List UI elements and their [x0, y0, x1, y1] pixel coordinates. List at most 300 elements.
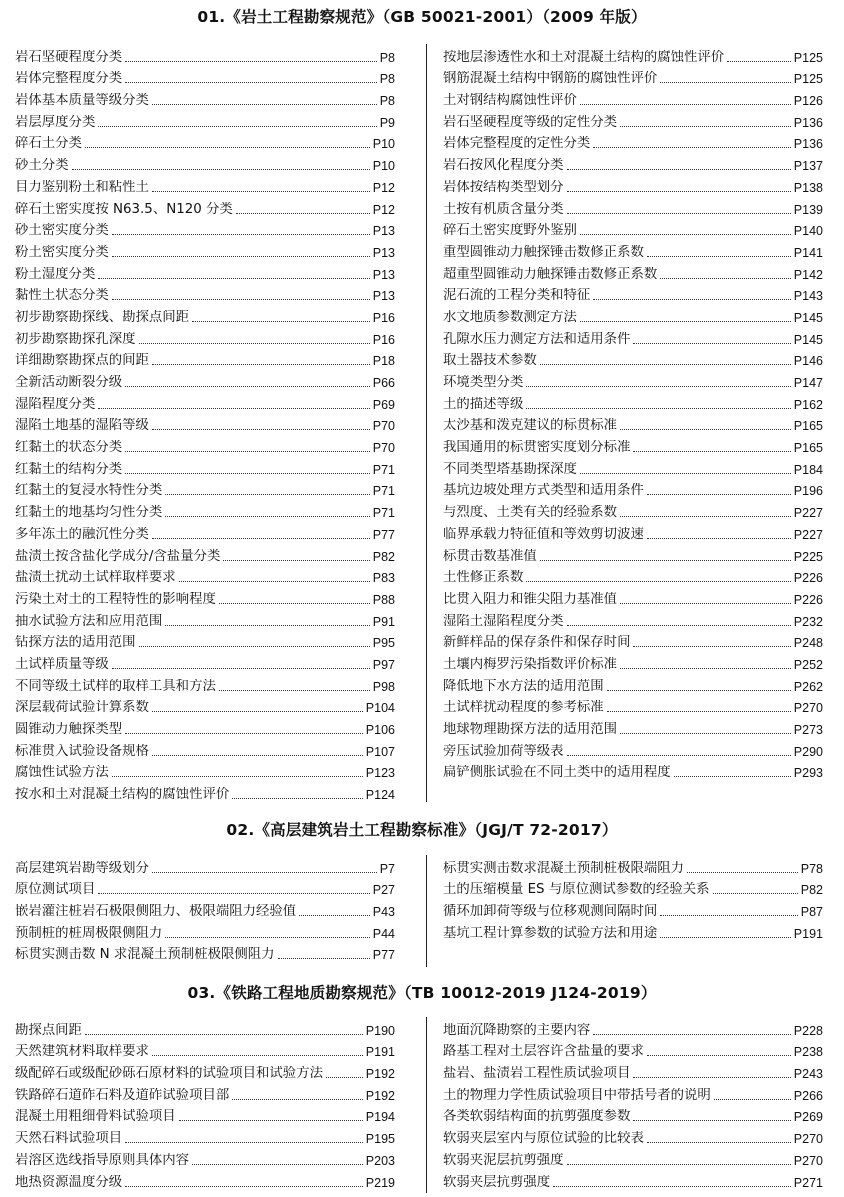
dot-leader	[660, 915, 798, 916]
toc-entry[interactable]	[15, 695, 395, 717]
toc-entry[interactable]	[15, 1169, 395, 1191]
toc-entry-title: 土试样扰动程度的参考标准	[443, 700, 604, 716]
dot-leader	[647, 1142, 791, 1143]
dot-leader	[152, 191, 370, 192]
toc-entry-page: P195	[365, 1132, 395, 1147]
toc-entry-page: P124	[365, 788, 395, 803]
dot-leader	[152, 872, 377, 873]
dot-leader	[125, 386, 370, 387]
toc-entry[interactable]	[15, 218, 395, 240]
dot-leader	[125, 733, 363, 734]
dot-leader	[713, 893, 798, 894]
toc-entry[interactable]	[443, 608, 823, 630]
toc-entry[interactable]	[15, 877, 395, 899]
toc-entry-page: P78	[800, 861, 823, 876]
toc-entry-title: 土按有机质含量分类	[443, 201, 564, 217]
dot-leader	[593, 147, 791, 148]
toc-entry-title: 红黏土的地基均匀性分类	[15, 505, 163, 521]
toc-entry-page: P136	[793, 137, 823, 152]
toc-entry[interactable]	[443, 1017, 823, 1039]
toc-entry-title: 路基工程对土层容许含盐量的要求	[443, 1044, 644, 1060]
toc-entry-title: 岩体完整程度的定性分类	[443, 136, 591, 152]
toc-entry-page: P8	[379, 94, 395, 109]
dot-leader	[219, 603, 370, 604]
toc-entry[interactable]	[443, 1125, 823, 1147]
column-divider	[426, 1017, 427, 1193]
toc-entry-page: P145	[793, 332, 823, 347]
toc-entry[interactable]	[15, 326, 395, 348]
dot-leader	[660, 937, 791, 938]
toc-entry[interactable]	[15, 478, 395, 500]
toc-entry-title: 降低地下水方法的适用范围	[443, 678, 604, 694]
toc-entry-page: P12	[372, 202, 395, 217]
dot-leader	[179, 1120, 363, 1121]
toc-entry-page: P106	[365, 723, 395, 737]
toc-entry[interactable]	[443, 174, 823, 196]
toc-entry-title: 钢筋混凝土结构中钢筋的腐蚀性评价	[443, 71, 658, 87]
section-title-02: 02.《高层建筑岩土工程勘察标准》（JGJ/T 72-2017）	[226, 821, 618, 839]
dot-leader	[232, 1099, 363, 1100]
dot-leader	[165, 625, 369, 626]
toc-entry-title: 新鲜样品的保存条件和保存时间	[443, 635, 631, 651]
toc-entry[interactable]	[15, 898, 395, 920]
toc-entry-page: P69	[372, 397, 395, 412]
toc-entry-title: 标贯实测击数求混凝土预制桩极限端阻力	[443, 860, 685, 876]
toc-entry[interactable]	[15, 1039, 395, 1061]
toc-entry-title: 初步勘察勘探孔深度	[15, 331, 136, 347]
toc-entry-title: 土壤内梅罗污染指数评价标准	[443, 656, 618, 672]
toc-entry-page: P238	[793, 1045, 823, 1060]
toc-entry[interactable]	[15, 261, 395, 283]
dot-leader	[607, 711, 791, 712]
dot-leader	[152, 1055, 363, 1056]
toc-entry[interactable]	[15, 1060, 395, 1082]
toc-entry[interactable]	[15, 608, 395, 630]
section-03-left-column	[15, 1017, 395, 1191]
toc-entry-page: P162	[793, 397, 823, 412]
toc-entry-page: P184	[793, 462, 823, 477]
toc-entry[interactable]	[443, 196, 823, 218]
toc-entry-page: P273	[793, 723, 823, 737]
toc-entry[interactable]	[15, 283, 395, 305]
toc-entry[interactable]	[443, 131, 823, 153]
toc-entry[interactable]	[15, 66, 395, 88]
toc-entry[interactable]	[15, 391, 395, 413]
dot-leader	[192, 1164, 363, 1165]
toc-entry[interactable]	[443, 304, 823, 326]
toc-entry[interactable]	[443, 738, 823, 760]
toc-entry-title: 红黏土的状态分类	[15, 440, 123, 456]
toc-entry-page: P248	[793, 636, 823, 651]
toc-entry-page: P126	[793, 94, 823, 109]
toc-entry-title: 与烈度、土类有关的经验系数	[443, 505, 618, 521]
dot-leader	[526, 408, 790, 409]
toc-entry[interactable]	[15, 413, 395, 435]
toc-entry-page: P137	[793, 159, 823, 174]
toc-entry-page: P97	[372, 657, 395, 672]
toc-entry-page: P7	[379, 861, 395, 876]
toc-entry-page: P228	[793, 1023, 823, 1038]
toc-entry-title: 盐渍土扰动土试样取样要求	[15, 570, 176, 586]
toc-entry-page: P270	[793, 701, 823, 716]
dot-leader	[299, 915, 370, 916]
toc-entry-title: 粉土密实度分类	[15, 244, 109, 260]
toc-entry[interactable]	[443, 673, 823, 695]
dot-leader	[125, 82, 377, 83]
toc-entry-page: P9	[379, 115, 395, 130]
dot-leader	[165, 937, 369, 938]
toc-entry-title: 不同类型塔基勘探深度	[443, 461, 577, 477]
toc-entry[interactable]	[15, 1147, 395, 1169]
dot-leader	[567, 625, 791, 626]
toc-entry-title: 不同等级土试样的取样工具和方法	[15, 678, 216, 694]
toc-entry-page: P71	[372, 484, 395, 499]
toc-entry[interactable]	[443, 239, 823, 261]
section-title-03: 03.《铁路工程地质勘察规范》（TB 10012-2019 J124-2019）	[187, 984, 657, 1002]
toc-entry-page: P191	[365, 1045, 395, 1060]
toc-entry-page: P91	[372, 614, 395, 629]
toc-entry[interactable]	[15, 456, 395, 478]
toc-entry-page: P82	[800, 883, 823, 898]
toc-entry[interactable]	[15, 348, 395, 370]
dot-leader	[633, 1120, 790, 1121]
toc-entry-title: 铁路碎石道砟石料及道砟试验项目部	[15, 1087, 230, 1103]
toc-entry[interactable]	[15, 630, 395, 652]
toc-entry-title: 岩体完整程度分类	[15, 71, 123, 87]
dot-leader	[633, 451, 790, 452]
toc-entry-title: 原位测试项目	[15, 882, 96, 898]
toc-entry-title: 水文地质参数测定方法	[443, 309, 577, 325]
toc-entry-title: 砂土密实度分类	[15, 223, 109, 239]
toc-entry[interactable]	[15, 1125, 395, 1147]
dot-leader	[580, 473, 791, 474]
toc-entry-title: 粉土湿度分类	[15, 266, 96, 282]
column-divider	[426, 44, 427, 802]
toc-entry-title: 腐蚀性试验方法	[15, 765, 109, 781]
toc-entry[interactable]	[443, 521, 823, 543]
dot-leader	[192, 321, 370, 322]
toc-entry[interactable]	[443, 898, 823, 920]
toc-entry-title: 土的压缩模量 ES 与原位测试参数的经验关系	[443, 882, 710, 898]
section-title-01: 01.《岩土工程勘察规范》（GB 50021-2001）（2009 年版）	[197, 8, 647, 26]
toc-entry-title: 勘探点间距	[15, 1022, 82, 1038]
toc-entry-page: P18	[372, 354, 395, 369]
toc-entry-page: P95	[372, 636, 395, 651]
toc-entry-title: 深层载荷试验计算系数	[15, 700, 149, 716]
toc-entry[interactable]	[443, 920, 823, 942]
toc-entry-title: 岩溶区选线指导原则具体内容	[15, 1152, 190, 1168]
toc-entry[interactable]	[443, 261, 823, 283]
toc-entry[interactable]	[15, 109, 395, 131]
dot-leader	[567, 755, 791, 756]
toc-entry[interactable]	[443, 391, 823, 413]
toc-entry-page: P13	[372, 224, 395, 239]
toc-entry[interactable]	[15, 855, 395, 877]
toc-entry-page: P10	[372, 159, 395, 174]
dot-leader	[98, 278, 369, 279]
toc-entry[interactable]	[443, 630, 823, 652]
dot-leader	[112, 256, 370, 257]
dot-leader	[85, 1034, 363, 1035]
toc-entry-title: 污染土对土的工程特性的影响程度	[15, 591, 216, 607]
dot-leader	[714, 1099, 791, 1100]
toc-entry[interactable]	[443, 434, 823, 456]
toc-entry[interactable]	[443, 87, 823, 109]
toc-entry-page: P270	[793, 1132, 823, 1147]
toc-entry-page: P71	[372, 462, 395, 477]
dot-leader	[567, 1164, 791, 1165]
toc-entry[interactable]	[443, 413, 823, 435]
toc-entry[interactable]	[15, 1104, 395, 1126]
dot-leader	[593, 1034, 791, 1035]
toc-entry-title: 详细勘察勘探点的间距	[15, 353, 149, 369]
dot-leader	[223, 560, 369, 561]
toc-entry-title: 超重型圆锥动力触探锤击数修正系数	[443, 266, 658, 282]
toc-entry[interactable]	[443, 1169, 823, 1191]
toc-entry-title: 基坑边坡处理方式类型和适用条件	[443, 483, 644, 499]
toc-entry-title: 全新活动断裂分级	[15, 375, 123, 390]
dot-leader	[647, 494, 791, 495]
toc-entry[interactable]	[443, 218, 823, 240]
toc-entry-title: 岩体基本质量等级分类	[15, 93, 149, 109]
toc-entry[interactable]	[15, 304, 395, 326]
dot-leader	[152, 429, 370, 430]
toc-entry-title: 土试样质量等级	[15, 656, 109, 672]
toc-entry[interactable]	[443, 478, 823, 500]
toc-entry[interactable]	[15, 760, 395, 782]
dot-leader	[152, 538, 370, 539]
toc-entry-page: P227	[793, 506, 823, 521]
toc-entry-page: P77	[372, 527, 395, 542]
toc-entry-title: 红黏土的结构分类	[15, 461, 123, 477]
toc-entry[interactable]	[443, 109, 823, 131]
toc-entry-page: P146	[793, 354, 823, 369]
toc-entry-page: P270	[793, 1153, 823, 1168]
toc-entry[interactable]	[443, 695, 823, 717]
toc-entry-page: P44	[372, 926, 395, 941]
toc-entry-title: 湿陷土地基的湿陷等级	[15, 418, 149, 434]
toc-entry[interactable]	[443, 1039, 823, 1061]
toc-entry-title: 抽水试验方法和应用范围	[15, 613, 163, 629]
dot-leader	[607, 690, 791, 691]
toc-entry-title: 砂土分类	[15, 158, 69, 174]
toc-entry-title: 岩石坚硬程度分类	[15, 49, 123, 65]
toc-entry-page: P194	[365, 1110, 395, 1125]
toc-entry[interactable]	[443, 760, 823, 782]
toc-entry[interactable]	[443, 283, 823, 305]
toc-entry-title: 软弱夹层抗剪强度	[443, 1174, 551, 1190]
toc-entry-page: P66	[372, 376, 395, 390]
toc-entry-title: 环境类型分类	[443, 375, 524, 390]
toc-entry[interactable]	[443, 44, 823, 66]
toc-entry[interactable]	[15, 239, 395, 261]
toc-entry-page: P271	[793, 1175, 823, 1190]
toc-entry-page: P10	[372, 137, 395, 152]
toc-entry-title: 混凝土用粗细骨料试验项目	[15, 1109, 176, 1125]
dot-leader	[85, 147, 370, 148]
toc-entry[interactable]	[443, 877, 823, 899]
toc-entry-page: P252	[793, 657, 823, 672]
dot-leader	[633, 343, 790, 344]
toc-entry-page: P266	[793, 1088, 823, 1103]
toc-entry-title: 碎石土密实度按 N63.5、N120 分类	[15, 201, 233, 217]
dot-leader	[152, 711, 363, 712]
dot-leader	[567, 213, 791, 214]
toc-entry[interactable]	[443, 326, 823, 348]
toc-entry-title: 碎石土密实度野外鉴别	[443, 223, 577, 239]
toc-entry-title: 旁压试验加荷等级表	[443, 743, 564, 759]
toc-entry[interactable]	[15, 1082, 395, 1104]
toc-entry[interactable]	[15, 920, 395, 942]
toc-entry-title: 标准贯入试验设备规格	[15, 743, 149, 759]
toc-entry-page: P219	[365, 1175, 395, 1190]
toc-entry[interactable]	[443, 855, 823, 877]
toc-entry[interactable]	[15, 369, 395, 391]
dot-leader	[647, 1055, 791, 1056]
toc-entry-title: 泥石流的工程分类和特征	[443, 288, 591, 304]
toc-entry-page: P139	[793, 202, 823, 217]
toc-entry[interactable]	[443, 716, 823, 738]
toc-entry-title: 黏性土状态分类	[15, 288, 109, 304]
dot-leader	[98, 893, 369, 894]
dot-leader	[633, 1077, 790, 1078]
dot-leader	[553, 1186, 791, 1187]
toc-entry-page: P136	[793, 115, 823, 130]
toc-entry[interactable]	[15, 673, 395, 695]
toc-entry[interactable]	[443, 456, 823, 478]
toc-entry-title: 我国通用的标贯密实度划分标准	[443, 440, 631, 456]
toc-entry[interactable]	[443, 152, 823, 174]
toc-entry-title: 盐渍土按含盐化学成分/含盐量分类	[15, 548, 221, 564]
toc-entry[interactable]	[443, 1147, 823, 1169]
toc-entry-page: P13	[372, 245, 395, 260]
toc-entry-title: 湿陷程度分类	[15, 396, 96, 412]
section-02-left-column	[15, 855, 395, 963]
toc-entry-title: 土对钢结构腐蚀性评价	[443, 93, 577, 109]
toc-entry[interactable]	[15, 87, 395, 109]
toc-entry-title: 软弱夹泥层抗剪强度	[443, 1152, 564, 1168]
dot-leader	[580, 234, 791, 235]
toc-entry-page: P82	[372, 549, 395, 564]
toc-entry[interactable]	[15, 651, 395, 673]
toc-entry-title: 湿陷土湿陷程度分类	[443, 613, 564, 629]
toc-entry-page: P123	[365, 766, 395, 781]
toc-entry[interactable]	[15, 131, 395, 153]
toc-entry[interactable]	[443, 348, 823, 370]
column-divider	[426, 855, 427, 967]
toc-entry[interactable]	[15, 434, 395, 456]
toc-entry-page: P70	[372, 441, 395, 456]
toc-entry-page: P8	[379, 50, 395, 65]
dot-leader	[660, 278, 791, 279]
dot-leader	[236, 213, 370, 214]
toc-entry-title: 按水和土对混凝土结构的腐蚀性评价	[15, 787, 230, 803]
dot-leader	[165, 516, 369, 517]
toc-entry-page: P125	[793, 72, 823, 87]
toc-entry[interactable]	[15, 152, 395, 174]
toc-entry-page: P13	[372, 267, 395, 282]
toc-entry[interactable]	[15, 543, 395, 565]
toc-entry[interactable]	[443, 499, 823, 521]
toc-entry[interactable]	[15, 521, 395, 543]
toc-entry[interactable]	[15, 781, 395, 803]
toc-entry-title: 天然建筑材料取样要求	[15, 1044, 149, 1060]
toc-entry[interactable]	[15, 586, 395, 608]
dot-leader	[567, 169, 791, 170]
toc-entry[interactable]	[15, 738, 395, 760]
dot-leader	[687, 872, 798, 873]
dot-leader	[152, 755, 363, 756]
dot-leader	[593, 299, 791, 300]
toc-entry-page: P125	[793, 50, 823, 65]
toc-entry[interactable]	[15, 499, 395, 521]
dot-leader	[620, 429, 791, 430]
toc-entry-title: 岩石按风化程度分类	[443, 158, 564, 174]
toc-entry-page: P290	[793, 744, 823, 759]
toc-entry-page: P225	[793, 549, 823, 564]
dot-leader	[125, 1142, 363, 1143]
toc-entry[interactable]	[15, 565, 395, 587]
toc-entry-page: P138	[793, 180, 823, 195]
toc-entry-title: 地面沉降勘察的主要内容	[443, 1022, 591, 1038]
dot-leader	[567, 191, 791, 192]
toc-entry[interactable]	[15, 942, 395, 964]
toc-entry[interactable]	[443, 1060, 823, 1082]
toc-entry[interactable]	[443, 369, 823, 391]
toc-entry[interactable]	[443, 565, 823, 587]
toc-entry-title: 土的物理力学性质试验项目中带括号者的说明	[443, 1087, 711, 1103]
toc-entry-page: P203	[365, 1153, 395, 1168]
dot-leader	[98, 126, 376, 127]
toc-entry-page: P13	[372, 289, 395, 304]
dot-leader	[620, 126, 791, 127]
toc-entry[interactable]	[15, 44, 395, 66]
toc-entry-page: P293	[793, 766, 823, 781]
toc-entry[interactable]	[15, 196, 395, 218]
toc-entry-page: P243	[793, 1067, 823, 1082]
toc-entry-page: P262	[793, 679, 823, 694]
toc-entry[interactable]	[15, 716, 395, 738]
toc-entry-page: P226	[793, 592, 823, 607]
dot-leader	[326, 1077, 363, 1078]
toc-entry[interactable]	[443, 543, 823, 565]
dot-leader	[620, 733, 791, 734]
toc-entry-title: 孔隙水压力测定方法和适用条件	[443, 331, 631, 347]
toc-entry[interactable]	[443, 66, 823, 88]
toc-entry[interactable]	[443, 586, 823, 608]
toc-entry-page: P227	[793, 527, 823, 542]
dot-leader	[112, 299, 370, 300]
toc-entry[interactable]	[15, 1017, 395, 1039]
section-01-left-column	[15, 44, 395, 803]
toc-entry[interactable]	[443, 1082, 823, 1104]
dot-leader	[540, 364, 791, 365]
toc-entry-page: P87	[800, 905, 823, 920]
dot-leader	[727, 61, 791, 62]
toc-entry[interactable]	[443, 1104, 823, 1126]
toc-entry[interactable]	[15, 174, 395, 196]
toc-entry-title: 重型圆锥动力触探锤击数修正系数	[443, 244, 644, 260]
toc-entry-title: 基坑工程计算参数的试验方法和用途	[443, 925, 658, 941]
dot-leader	[647, 256, 791, 257]
toc-entry-page: P43	[372, 905, 395, 920]
toc-entry[interactable]	[443, 651, 823, 673]
dot-leader	[112, 668, 370, 669]
dot-leader	[647, 538, 791, 539]
section-01-right-column	[443, 44, 823, 781]
toc-entry-page: P192	[365, 1067, 395, 1082]
toc-entry-title: 天然石料试验项目	[15, 1131, 123, 1147]
